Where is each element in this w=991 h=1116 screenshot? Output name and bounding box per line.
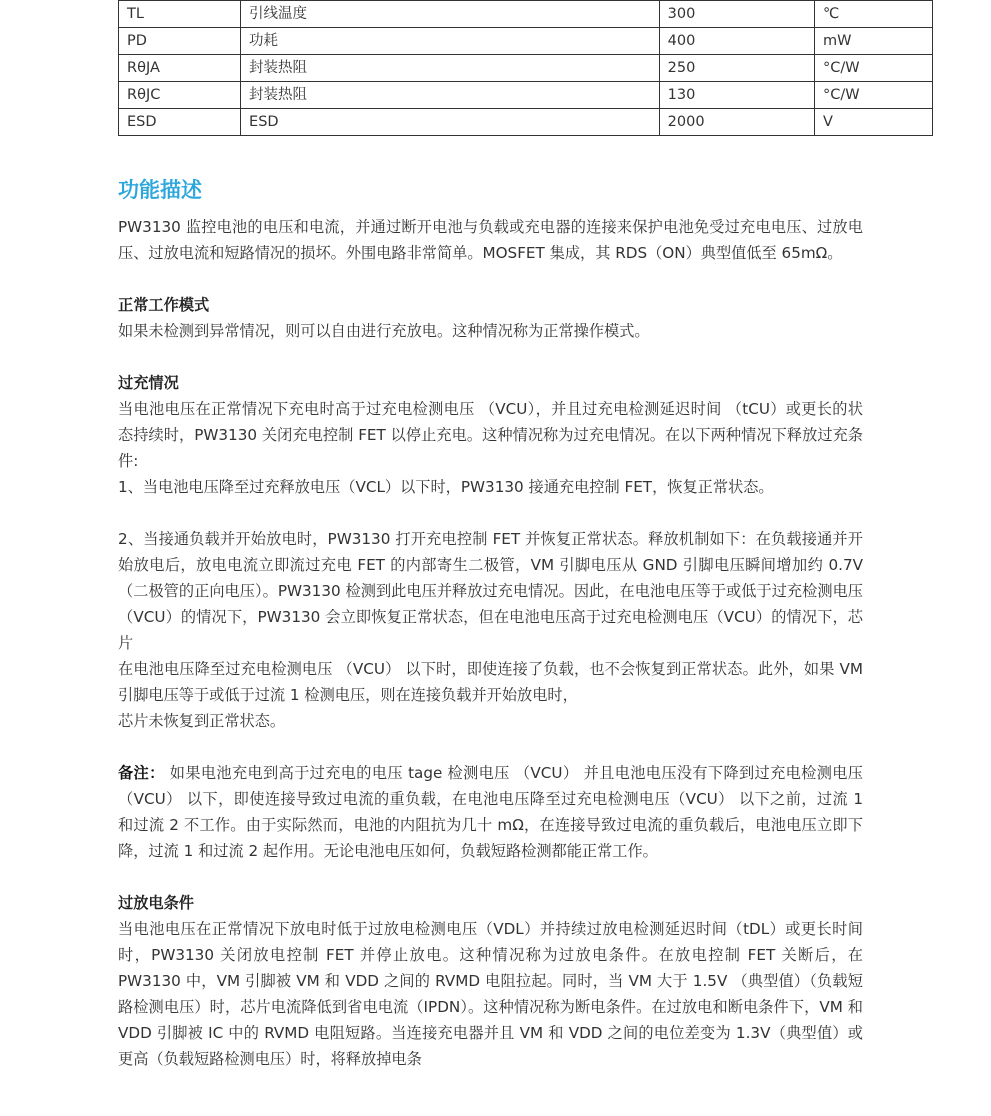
table-row bbox=[119, 109, 933, 136]
section-title: 功能描述 bbox=[118, 178, 202, 202]
note-text: 如果电池充电到高于过充电的电压 tage 检测电压 （VCU） 并且电池电压没有下降到过充电检测电压 （VCU） 以下，即使连接导致过电流的重负载，在电池电压降至过充电检测电压（VCU） 以下之前，过流 1 和过流 2 不工作。由于实际然而，电池的内阻抗为几十 mΩ，在连接导致过电流的重负载后，电池电压立即下降，过流 1 和过流 2 起作用。无论电池电压如何，负载短路检测都能正常工作。 bbox=[118, 764, 863, 860]
table-cell: 封装热阻 bbox=[241, 55, 660, 82]
table-cell: 400 bbox=[659, 28, 814, 55]
table-cell: °C/W bbox=[814, 55, 932, 82]
overdischarge-heading: 过放电条件 bbox=[118, 894, 194, 912]
table-cell: TL bbox=[119, 1, 241, 28]
table-cell: 300 bbox=[659, 1, 814, 28]
table-cell: ESD bbox=[119, 109, 241, 136]
table-cell: mW bbox=[814, 28, 932, 55]
table-cell: 2000 bbox=[659, 109, 814, 136]
normal-mode-paragraph: 如果未检测到异常情况，则可以自由进行充放电。这种情况称为正常操作模式。 bbox=[118, 322, 650, 340]
overcharge-heading: 过充情况 bbox=[118, 374, 179, 392]
intro-paragraph: PW3130 监控电池的电压和电流，并通过断开电池与负载或充电器的连接来保护电池免受过充电电压、过放电压、过放电流和短路情况的损坏。外围电路非常简单。MOSFET 集成，其 RDS（ON）典型值低至 65mΩ。 bbox=[118, 218, 863, 262]
table-cell: PD bbox=[119, 28, 241, 55]
note-label: 备注： bbox=[118, 764, 165, 782]
overcharge-release-item-1: 1、当电池电压降至过充释放电压（VCL）以下时，PW3130 接通充电控制 FET，恢复正常状态。 bbox=[118, 478, 774, 496]
normal-mode-heading: 正常工作模式 bbox=[118, 296, 210, 314]
overcharge-release-item-2: 2、当接通负载并开始放电时，PW3130 打开充电控制 FET 并恢复正常状态。释放机制如下：在负载接通并开始放电后，放电电流立即流过充电 FET 的内部寄生二极管，VM 引脚电压从 GND 引脚电压瞬间增加约 0.7V（二极管的正向电压）。PW3130 检测到此电压并释放过充电情况。因此，在电池电压等于或低于过充检测电压（VCU）的情况下，PW3130 会立即恢复正常状态，但在电池电压高于过充电检测电压（VCU）的情况下，芯片 bbox=[118, 530, 863, 652]
table-cell: 封装热阻 bbox=[241, 82, 660, 109]
overcharge-release-item-2-cont: 在电池电压降至过充电检测电压 （VCU） 以下时，即使连接了负载，也不会恢复到正常状态。此外，如果 VM 引脚电压等于或低于过流 1 检测电压，则在连接负载并开始放电时， bbox=[118, 660, 863, 704]
table-cell: V bbox=[814, 109, 932, 136]
table-cell: RθJA bbox=[119, 55, 241, 82]
table-row bbox=[119, 55, 933, 82]
parameter-table bbox=[118, 0, 933, 136]
table-cell: 引线温度 bbox=[241, 1, 660, 28]
table-row bbox=[119, 1, 933, 28]
table-cell: 250 bbox=[659, 55, 814, 82]
table-cell: °C/W bbox=[814, 82, 932, 109]
table-cell: ESD bbox=[241, 109, 660, 136]
table-row bbox=[119, 82, 933, 109]
table-row bbox=[119, 28, 933, 55]
table-cell: 功耗 bbox=[241, 28, 660, 55]
overdischarge-paragraph: 当电池电压在正常情况下放电时低于过放电检测电压（VDL）并持续过放电检测延迟时间（tDL）或更长时间时，PW3130 关闭放电控制 FET 并停止放电。这种情况称为过放电条件。在放电控制 FET 关断后，在 PW3130 中，VM 引脚被 VM 和 VDD 之间的 RVMD 电阻拉起。同时，当 VM 大于 1.5V （典型值）（负载短路检测电压）时，芯片电流降低到省电电流（IPDN）。这种情况称为断电条件。在过放电和断电条件下，VM 和 VDD 引脚被 IC 中的 RVMD 电阻短路。当连接充电器并且 VM 和 VDD 之间的电位差变为 1.3V（典型值）或更高（负载短路检测电压）时，将释放掉电条 bbox=[118, 920, 863, 1068]
overcharge-release-item-2-end: 芯片未恢复到正常状态。 bbox=[118, 712, 286, 730]
table-cell: RθJC bbox=[119, 82, 241, 109]
overcharge-paragraph: 当电池电压在正常情况下充电时高于过充电检测电压 （VCU），并且过充电检测延迟时间 （tCU）或更长的状态持续时，PW3130 关闭充电控制 FET 以停止充电。这种情况称为过充电情况。在以下两种情况下释放过充条件: bbox=[118, 400, 863, 470]
section-content bbox=[118, 214, 863, 1072]
table-cell: ℃ bbox=[814, 1, 932, 28]
note-paragraph bbox=[118, 760, 863, 864]
table-cell: 130 bbox=[659, 82, 814, 109]
